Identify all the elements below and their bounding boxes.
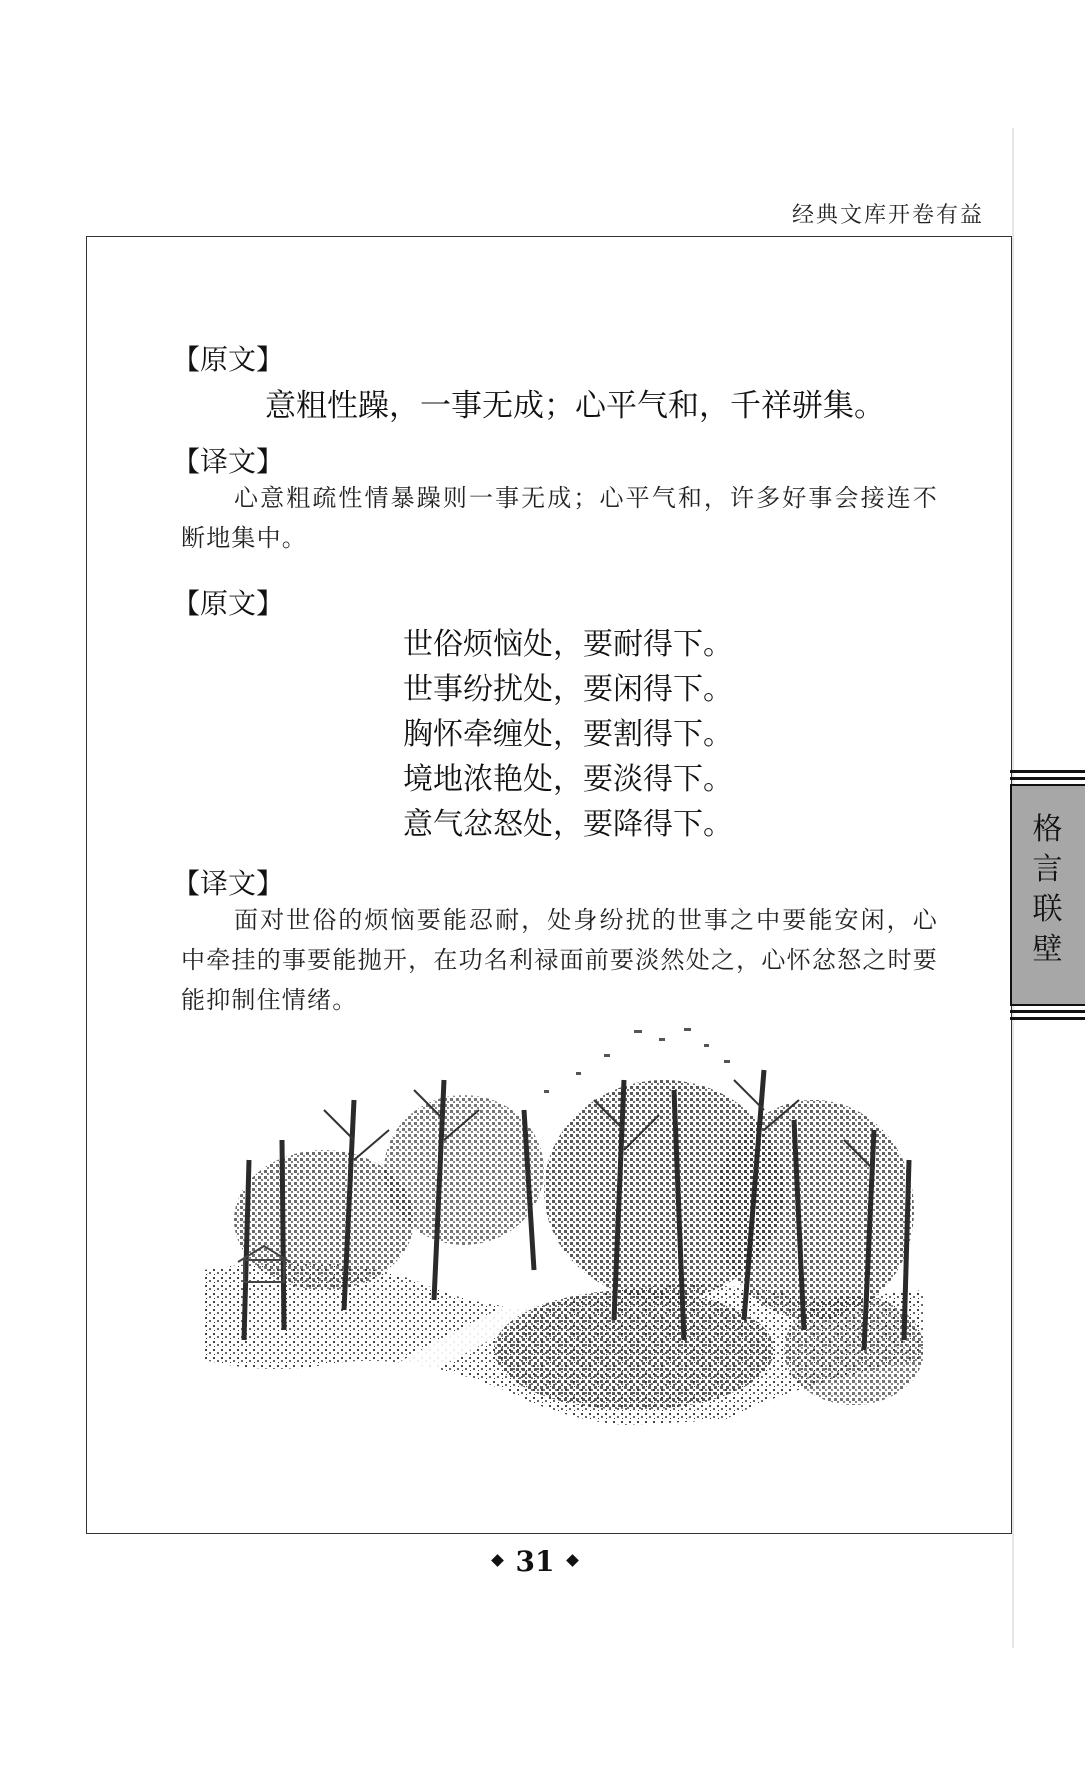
poem-line: 世事纷扰处，要闲得下。 [403, 672, 733, 707]
diamond-ornament-icon [491, 1554, 504, 1567]
page-number-row [0, 1545, 1070, 1578]
side-section-tab [1010, 770, 1085, 1020]
translation-label-1: 【译文】 [172, 445, 285, 478]
translation-text-1: 心意粗疏性情暴躁则一事无成；心平气和，许多好事会接连不断地集中。 [181, 484, 938, 552]
page-number: 31 [515, 1545, 555, 1578]
poem-line: 世俗烦恼处，要耐得下。 [403, 627, 733, 662]
diamond-ornament-icon [567, 1554, 580, 1567]
translation-text-2: 面对世俗的烦恼要能忍耐，处身纷扰的世事之中要能安闲，心中牵挂的事要能抛开，在功名利禄面前要淡然处之，心怀忿怒之时要能抑制住情绪。 [181, 906, 938, 1014]
original-label-2: 【原文】 [172, 587, 285, 620]
poem-line: 胸怀牵缠处，要割得下。 [403, 717, 733, 752]
translation-label-2: 【译文】 [172, 867, 285, 900]
landscape-illustration [204, 1020, 924, 1450]
tab-label-text: 格言联壁 [1032, 812, 1063, 967]
poem-line: 意气忿怒处，要降得下。 [403, 807, 733, 842]
tab-bottom-bars [1010, 1010, 1085, 1020]
tab-label [1010, 810, 1085, 970]
poem-line: 境地浓艳处，要淡得下。 [403, 762, 733, 797]
tab-top-bars [1010, 770, 1085, 780]
running-header-title: 经典文库开卷有益 [791, 203, 984, 228]
original-poem-2 [403, 622, 733, 847]
original-text-1: 意粗性躁，一事无成；心平气和，千祥骈集。 [265, 388, 885, 424]
original-label-1: 【原文】 [172, 343, 285, 376]
